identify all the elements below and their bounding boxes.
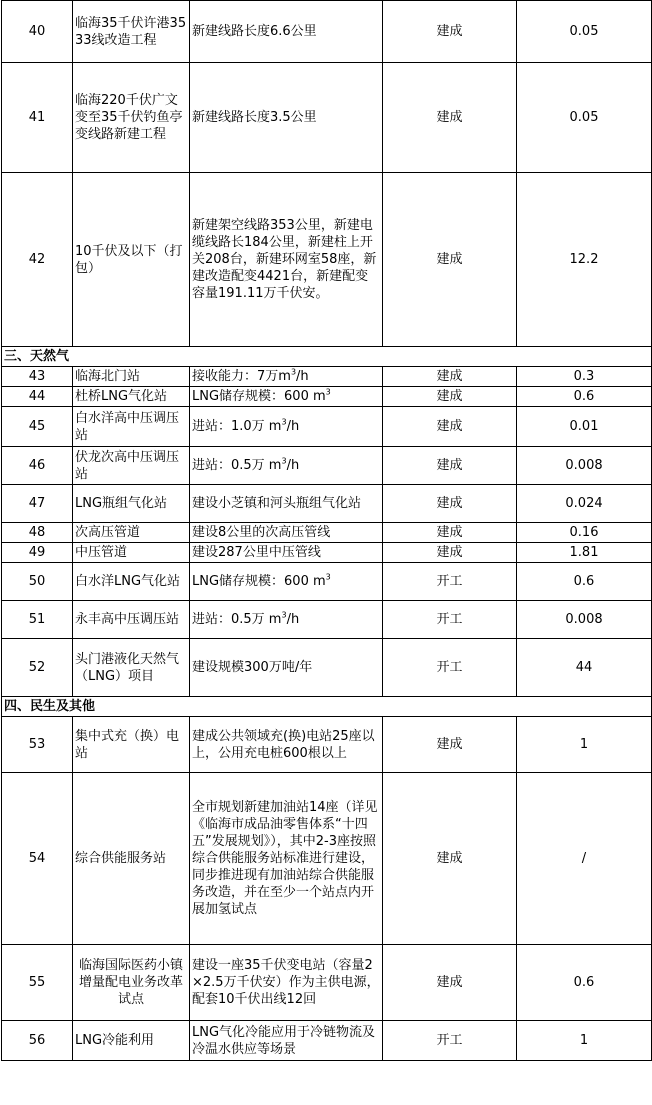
- table-row: [2, 173, 652, 347]
- construction-content: [190, 945, 383, 1021]
- table-row: [2, 717, 652, 773]
- investment-value: 1: [517, 1021, 652, 1061]
- status-cell: 建成: [383, 387, 517, 407]
- status-cell: 开工: [383, 639, 517, 697]
- project-name: 次高压管道: [73, 523, 190, 543]
- row-number: 45: [2, 407, 73, 447]
- project-name: 临海北门站: [73, 367, 190, 387]
- row-number: 41: [2, 63, 73, 173]
- project-name: 白水洋LNG气化站: [73, 563, 190, 601]
- construction-content: [190, 563, 383, 601]
- row-number: 54: [2, 773, 73, 945]
- construction-content: [190, 173, 383, 347]
- content-suffix: /h: [286, 419, 300, 434]
- status-cell: 建成: [383, 485, 517, 523]
- project-name: 头门港液化天然气（LNG）项目: [73, 639, 190, 697]
- row-number: 43: [2, 367, 73, 387]
- content-text: 建成公共领域充(换)电站25座以上，公用充电桩600根以上: [192, 728, 375, 761]
- section-heading: 四、民生及其他: [2, 697, 652, 717]
- unit-superscript: 3: [281, 456, 287, 466]
- project-table: [1, 0, 652, 1061]
- status-cell: 建成: [383, 523, 517, 543]
- row-number: 40: [2, 1, 73, 63]
- project-table-body: [2, 1, 652, 1061]
- content-text: 建设一座35千伏变电站（容量2×2.5万千伏安）作为主供电源，配套10千伏出线12回: [192, 958, 380, 1007]
- status-cell: 建成: [383, 447, 517, 485]
- table-row: [2, 543, 652, 563]
- content-text: 新建线路长度3.5公里: [192, 110, 317, 125]
- content-text: 新建架空线路353公里，新建电缆线路长184公里，新建柱上开关208台，新建环网室58座，新建改造配变4421台，新建配变容量191.11万千伏安。: [192, 218, 377, 301]
- table-row: [2, 63, 652, 173]
- project-name: 伏龙次高中压调压站: [73, 447, 190, 485]
- construction-content: [190, 639, 383, 697]
- table-row: [2, 639, 652, 697]
- status-cell: 建成: [383, 543, 517, 563]
- construction-content: [190, 447, 383, 485]
- investment-value: /: [517, 773, 652, 945]
- project-name: 白水洋高中压调压站: [73, 407, 190, 447]
- unit-superscript: 3: [281, 610, 287, 620]
- unit-superscript: 3: [325, 387, 331, 397]
- status-cell: 建成: [383, 773, 517, 945]
- construction-content: [190, 1, 383, 63]
- table-row: [2, 447, 652, 485]
- construction-content: [190, 485, 383, 523]
- row-number: 44: [2, 387, 73, 407]
- investment-value: 0.6: [517, 563, 652, 601]
- row-number: 49: [2, 543, 73, 563]
- investment-value: 0.008: [517, 447, 652, 485]
- investment-value: 0.6: [517, 387, 652, 407]
- construction-content: [190, 717, 383, 773]
- section-heading: 三、天然气: [2, 347, 652, 367]
- project-name: 临海35千伏许港3533线改造工程: [73, 1, 190, 63]
- status-cell: 建成: [383, 63, 517, 173]
- investment-value: 12.2: [517, 173, 652, 347]
- project-name: 临海国际医药小镇增量配电业务改革试点: [73, 945, 190, 1021]
- status-cell: 开工: [383, 563, 517, 601]
- construction-content: [190, 773, 383, 945]
- content-text: 进站：1.0万 m: [192, 419, 282, 434]
- investment-value: 1: [517, 717, 652, 773]
- section-row: [2, 697, 652, 717]
- table-row: [2, 367, 652, 387]
- investment-value: 0.3: [517, 367, 652, 387]
- row-number: 48: [2, 523, 73, 543]
- content-text: 建设8公里的次高压管线: [192, 525, 331, 540]
- status-cell: 建成: [383, 717, 517, 773]
- project-name: LNG冷能利用: [73, 1021, 190, 1061]
- construction-content: [190, 523, 383, 543]
- status-cell: 建成: [383, 173, 517, 347]
- row-number: 46: [2, 447, 73, 485]
- content-suffix: /h: [286, 612, 300, 627]
- status-cell: 开工: [383, 1021, 517, 1061]
- table-row: [2, 485, 652, 523]
- row-number: 56: [2, 1021, 73, 1061]
- content-text: LNG气化冷能应用于冷链物流及冷温水供应等场景: [192, 1024, 376, 1057]
- table-row: [2, 523, 652, 543]
- unit-superscript: 3: [281, 417, 287, 427]
- content-text: 全市规划新建加油站14座（详见《临海市成品油零售体系“十四五”发展规划》），其中2-3座按照综合供能服务站标准进行建设，同步推进现有加油站综合供能服务改造，并在至少一个站点内开展加氢试点: [192, 800, 378, 917]
- table-row: [2, 563, 652, 601]
- table-row: [2, 1, 652, 63]
- content-text: 进站：0.5万 m: [192, 612, 282, 627]
- content-text: 接收能力：7万m: [192, 369, 291, 384]
- table-row: [2, 387, 652, 407]
- table-row: [2, 945, 652, 1021]
- row-number: 55: [2, 945, 73, 1021]
- content-text: 建设规模300万吨/年: [192, 660, 313, 675]
- unit-superscript: 3: [290, 367, 297, 377]
- construction-content: [190, 601, 383, 639]
- row-number: 50: [2, 563, 73, 601]
- construction-content: [190, 543, 383, 563]
- investment-value: 44: [517, 639, 652, 697]
- content-text: LNG储存规模：600 m: [192, 389, 326, 404]
- status-cell: 开工: [383, 601, 517, 639]
- investment-value: 0.01: [517, 407, 652, 447]
- investment-value: 0.16: [517, 523, 652, 543]
- row-number: 53: [2, 717, 73, 773]
- project-name: 中压管道: [73, 543, 190, 563]
- unit-superscript: 3: [325, 572, 331, 582]
- project-name: 杜桥LNG气化站: [73, 387, 190, 407]
- row-number: 51: [2, 601, 73, 639]
- investment-value: 0.008: [517, 601, 652, 639]
- construction-content: [190, 407, 383, 447]
- investment-value: 0.6: [517, 945, 652, 1021]
- construction-content: [190, 367, 383, 387]
- content-text: 建设287公里中压管线: [192, 545, 321, 560]
- table-row: [2, 1021, 652, 1061]
- status-cell: 建成: [383, 945, 517, 1021]
- investment-value: 0.05: [517, 63, 652, 173]
- table-row: [2, 601, 652, 639]
- project-name: 综合供能服务站: [73, 773, 190, 945]
- content-text: LNG储存规模：600 m: [192, 574, 326, 589]
- row-number: 47: [2, 485, 73, 523]
- status-cell: 建成: [383, 407, 517, 447]
- project-name: 集中式充（换）电站: [73, 717, 190, 773]
- content-text: 建设小芝镇和河头瓶组气化站: [192, 496, 362, 511]
- project-name: LNG瓶组气化站: [73, 485, 190, 523]
- row-number: 52: [2, 639, 73, 697]
- investment-value: 0.05: [517, 1, 652, 63]
- status-cell: 建成: [383, 1, 517, 63]
- section-row: [2, 347, 652, 367]
- row-number: 42: [2, 173, 73, 347]
- investment-value: 0.024: [517, 485, 652, 523]
- content-suffix: /h: [286, 458, 300, 473]
- project-name: 永丰高中压调压站: [73, 601, 190, 639]
- investment-value: 1.81: [517, 543, 652, 563]
- table-row: [2, 407, 652, 447]
- content-suffix: /h: [296, 369, 309, 384]
- content-text: 新建线路长度6.6公里: [192, 24, 317, 39]
- construction-content: [190, 1021, 383, 1061]
- project-name: 临海220千伏广文变至35千伏钓鱼亭变线路新建工程: [73, 63, 190, 173]
- construction-content: [190, 387, 383, 407]
- project-name: 10千伏及以下（打包）: [73, 173, 190, 347]
- table-row: [2, 773, 652, 945]
- construction-content: [190, 63, 383, 173]
- status-cell: 建成: [383, 367, 517, 387]
- content-text: 进站：0.5万 m: [192, 458, 282, 473]
